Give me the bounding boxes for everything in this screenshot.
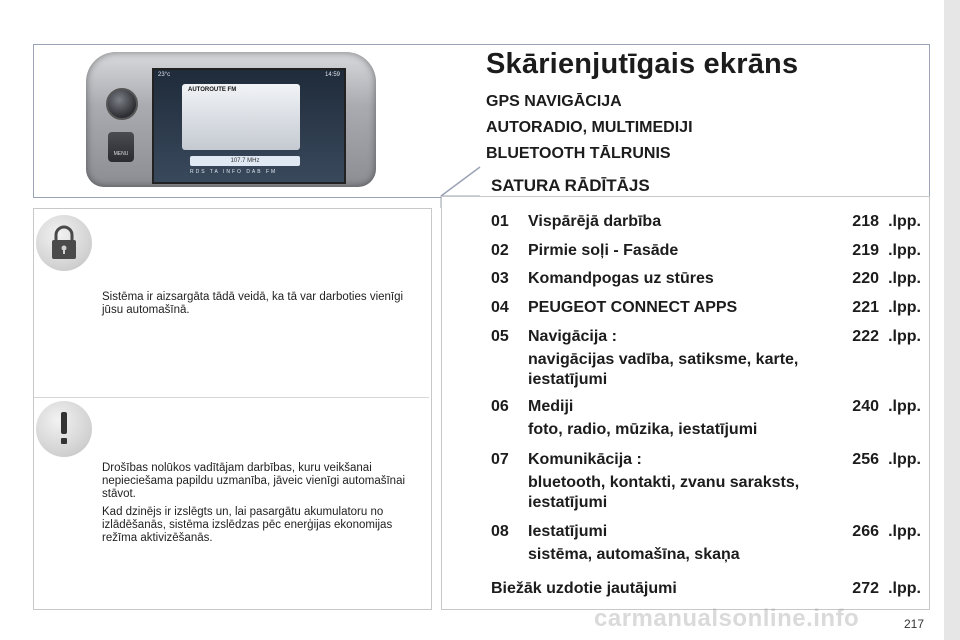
toc-item-page: 256: [852, 451, 879, 468]
toc-item-page: 221: [852, 299, 879, 316]
toc-item-page: 240: [852, 398, 879, 415]
page-subtitle: [486, 89, 798, 167]
note-safety: [102, 462, 412, 550]
toc-item-number: 05: [491, 328, 509, 345]
toc-item-title: Iestatījumi sistēma, automašīna, skaņa: [528, 522, 828, 565]
toc-item-title: Vispārējā darbība: [528, 213, 662, 230]
page-title: Skārienjutīgais ekrāns: [486, 48, 799, 80]
warning-icon: [36, 401, 92, 457]
title-block: [486, 48, 798, 167]
toc-item-number: 07: [491, 451, 509, 468]
toc-item-suffix: .lpp.: [888, 213, 921, 230]
subtitle-line: BLUETOOTH TĀLRUNIS: [486, 145, 671, 162]
toc-item-title: Pirmie soļi - Fasāde: [528, 242, 679, 259]
toc-item-suffix: .lpp.: [888, 270, 921, 287]
toc-item-subtitle: bluetooth, kontakti, zvanu saraksts, iestatījumi: [528, 474, 800, 511]
touchscreen-device-image: [86, 52, 376, 187]
device-status-bar: [158, 72, 340, 81]
toc-item-suffix: .lpp.: [888, 328, 921, 345]
toc-item-subtitle: sistēma, automašīna, skaņa: [528, 546, 740, 563]
toc-item-page: 220: [852, 270, 879, 287]
device-temperature: 23°c: [158, 72, 171, 78]
toc-item-page: 272: [852, 580, 879, 597]
toc-item-number: 04: [491, 299, 509, 316]
toc-item-number: 06: [491, 398, 509, 415]
subtitle-line: AUTORADIO, MULTIMEDIJI: [486, 119, 693, 136]
toc-item-title: Mediji foto, radio, mūzika, iestatījumi: [528, 397, 828, 440]
toc-item-number: 08: [491, 523, 509, 540]
toc-item-page: 218: [852, 213, 879, 230]
device-buttons: RDS TA INFO DAB FM: [190, 169, 278, 175]
toc-item-suffix: .lpp.: [888, 299, 921, 316]
toc-item-number: 01: [491, 213, 509, 230]
device-station-name: AUTOROUTE FM: [188, 87, 237, 93]
notes-divider: [34, 397, 429, 398]
note-paragraph: Drošības nolūkos vadītājam darbības, kuru veikšanai nepieciešama papildu uzmanība, jāveic vienīgi automašīnai stāvot.: [102, 462, 406, 500]
toc-item-suffix: .lpp.: [888, 242, 921, 259]
device-time: 14:59: [324, 72, 340, 78]
lock-icon: [36, 215, 92, 271]
toc-item-page: 222: [852, 328, 879, 345]
device-screen: [152, 68, 346, 184]
toc-item-suffix: .lpp.: [888, 451, 921, 468]
toc-item-title: Navigācija : navigācijas vadība, satiksme, karte, iestatījumi: [528, 327, 828, 390]
toc-item-subtitle: navigācijas vadība, satiksme, karte, iestatījumi: [528, 351, 799, 388]
toc-item-title: Biežāk uzdotie jautājumi: [491, 580, 677, 597]
page-number: 217: [904, 617, 925, 631]
toc-item-suffix: .lpp.: [888, 398, 921, 415]
toc-item-title: PEUGEOT CONNECT APPS: [528, 299, 738, 316]
toc-item-subtitle: foto, radio, mūzika, iestatījumi: [528, 421, 758, 438]
note-paragraph: Sistēma ir aizsargāta tādā veidā, ka tā var darboties vienīgi jūsu automašīnā.: [102, 291, 404, 316]
toc-item-suffix: .lpp.: [888, 523, 921, 540]
note-security: [102, 291, 412, 322]
menu-button-image: MENU: [108, 132, 134, 162]
toc-item-title: Komandpogas uz stūres: [528, 270, 714, 287]
device-radio-panel: [182, 84, 300, 150]
volume-knob: [106, 88, 138, 120]
device-frequency: 107.7 MHz: [190, 156, 300, 166]
note-paragraph: Kad dzinējs ir izslēgts un, lai pasargātu akumulatoru no izlādēšanās, sistēma izslēdzas pēc enerģijas ekonomijas režīma aktivizēšanās.: [102, 506, 393, 544]
toc-item-page: 219: [852, 242, 879, 259]
toc-item-title: Komunikācija : bluetooth, kontakti, zvanu saraksts, iestatījumi: [528, 450, 828, 513]
watermark: carmanualsonline.info: [594, 605, 860, 632]
subtitle-line: GPS NAVIGĀCIJA: [486, 93, 622, 110]
toc-item-suffix: .lpp.: [888, 580, 921, 597]
toc-heading: SATURA RĀDĪTĀJS: [491, 176, 650, 195]
toc-item-page: 266: [852, 523, 879, 540]
toc-item-number: 02: [491, 242, 509, 259]
toc-item-number: 03: [491, 270, 509, 287]
